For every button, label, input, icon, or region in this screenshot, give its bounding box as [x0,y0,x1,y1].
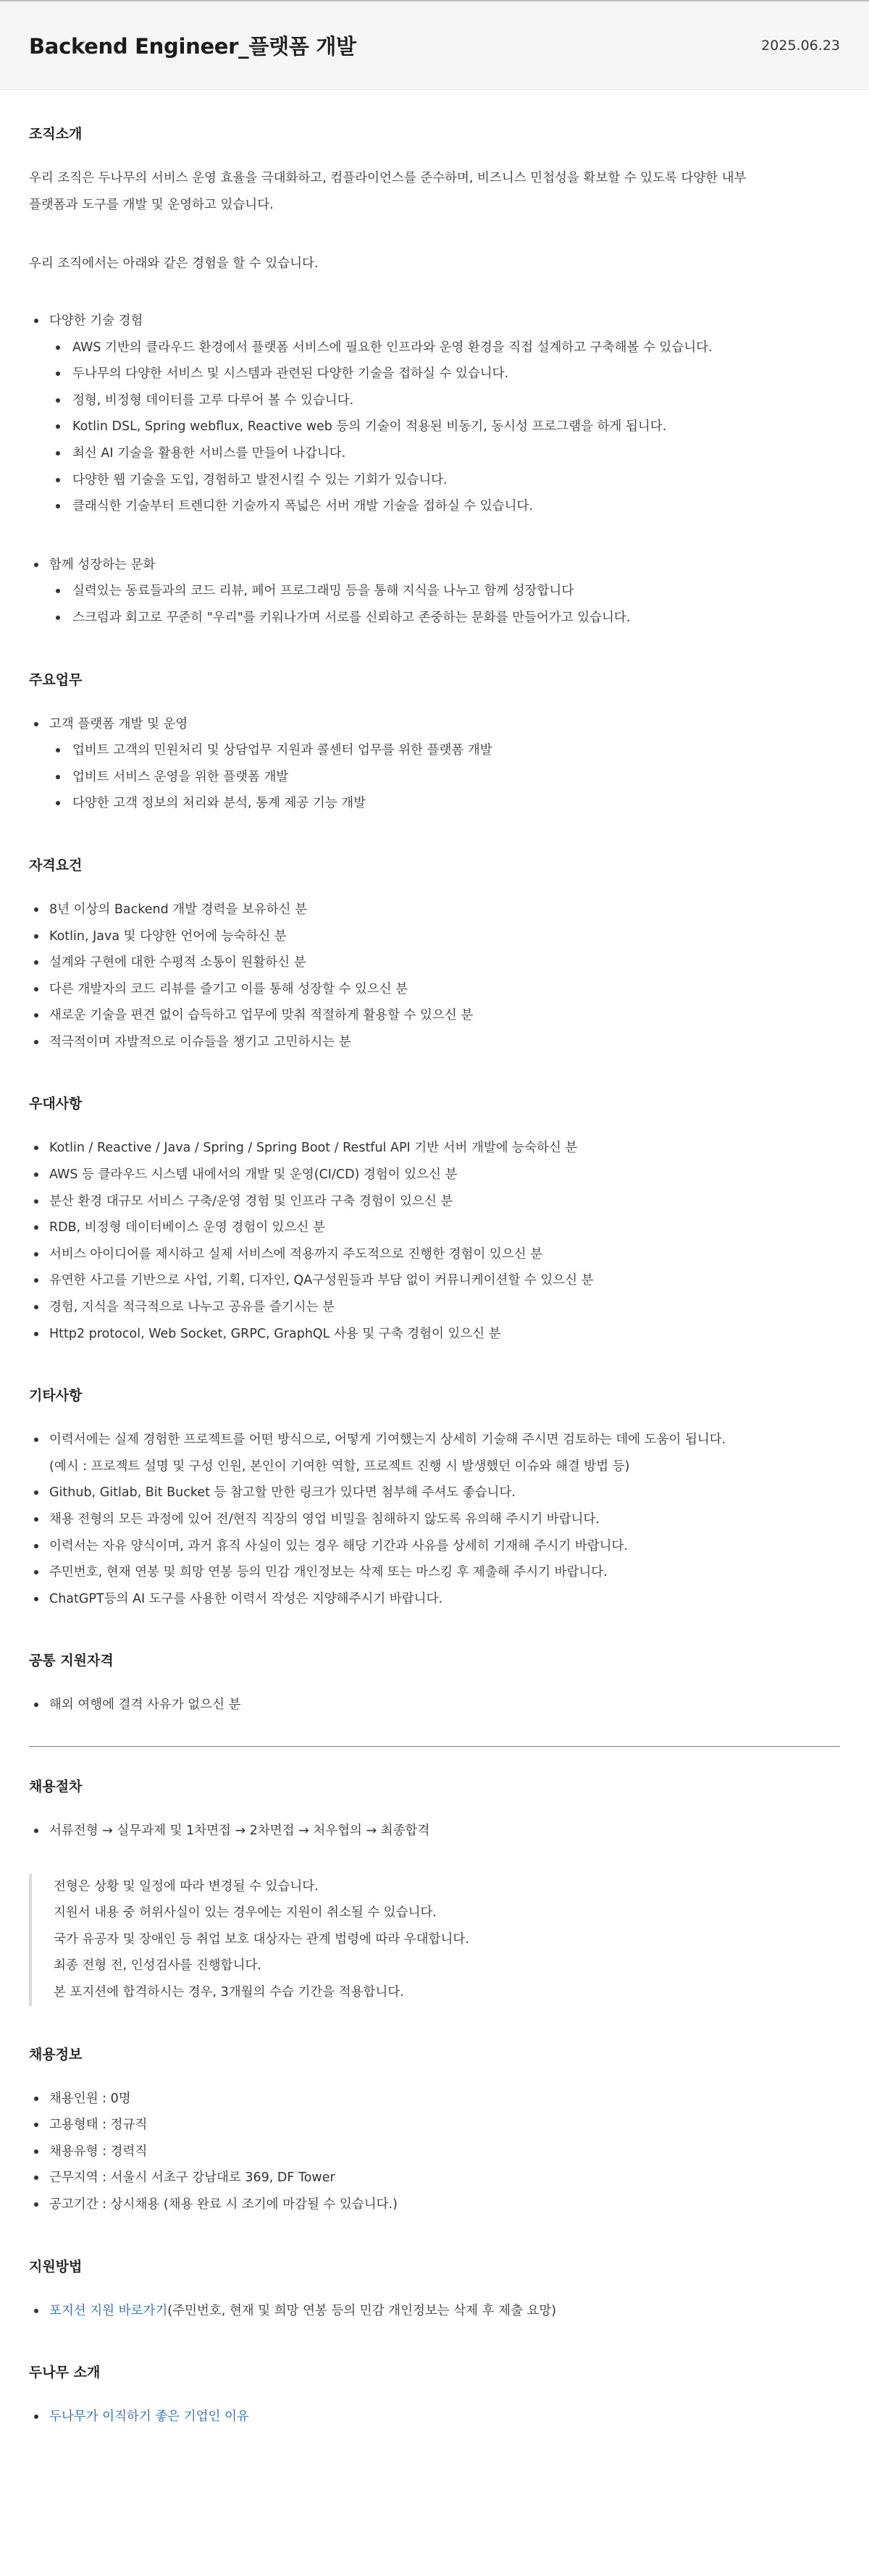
section-common [29,1650,840,1719]
posting-date: 2025.06.23 [761,37,840,54]
list-item: 8년 이상의 Backend 개발 경력을 보유하신 분 [29,897,840,923]
list-item [29,711,840,817]
etc-item-resume-example: (예시 : 프로젝트 설명 및 구성 인원, 본인이 기여한 역할, 프로젝트 진행 시 발생했던 이슈와 해결 방법 등) [49,1459,630,1474]
list-item: 스크럼과 회고로 꾸준히 "우리"를 키워나가며 서로를 신뢰하고 존중하는 문화를 만들어가고 있습니다. [49,605,840,632]
list-item: 다른 개발자의 코드 리뷰를 즐기고 이를 통해 성장할 수 있으신 분 [29,976,840,1003]
group-title-platform: 고객 플랫폼 개발 및 운영 [49,716,188,731]
group-title-culture: 함께 성장하는 문화 [49,557,156,572]
tech-sublist [49,335,840,520]
list-item [29,552,840,632]
list-item: RDB, 비정형 데이터베이스 운영 경험이 있으신 분 [29,1214,840,1241]
section-title-about: 두나무 소개 [29,2365,101,2381]
list-item: Kotlin / Reactive / Java / Spring / Spring Boot / Restful API 기반 서버 개발에 능숙하신 분 [29,1135,840,1162]
notice-line: 국가 유공자 및 장애인 등 취업 보호 대상자는 관계 법령에 따라 우대합니다. [54,1931,469,1947]
culture-sublist [49,578,840,631]
list-item: 클래식한 기술부터 트렌디한 기술까지 폭넓은 서버 개발 기술을 접하실 수 있습니다. [49,493,840,520]
section-preferred [29,1093,840,1347]
section-duties [29,669,840,817]
list-item: 유연한 사고를 기반으로 사업, 기획, 디자인, QA구성원들과 부담 없이 커뮤니케이션할 수 있으신 분 [29,1267,840,1294]
list-item: 해외 여행에 결격 사유가 없으신 분 [29,1692,840,1719]
apply-list [29,2298,840,2325]
list-item: 적극적이며 자발적으로 이슈들을 챙기고 고민하시는 분 [29,1029,840,1056]
section-title-common: 공통 지원자격 [29,1653,114,1669]
section-info [29,2044,840,2218]
section-title-info: 채용정보 [29,2046,83,2063]
list-item [29,1427,840,1480]
list-item: 근무지역 : 서울시 서초구 강남대로 369, DF Tower [29,2165,840,2191]
list-item: AWS 기반의 클라우드 환경에서 플랫폼 서비스에 필요한 인프라와 운영 환경을 직접 설계하고 구축해볼 수 있습니다. [49,335,840,361]
list-item: 새로운 기술을 편견 없이 습득하고 업무에 맞춰 적절하게 활용할 수 있으신 분 [29,1002,840,1029]
common-list [29,1692,840,1719]
section-title-etc: 기타사항 [29,1388,83,1404]
list-item: Http2 protocol, Web Socket, GRPC, GraphQL 사용 및 구축 경험이 있으신 분 [29,1321,840,1348]
section-apply [29,2256,840,2325]
org-intro-line1: 우리 조직은 두나무의 서비스 운영 효율을 극대화하고, 컴플라이언스를 준수하며, 비즈니스 민첩성을 확보할 수 있도록 다양한 내부 [29,171,747,185]
list-item: Github, Gitlab, Bit Bucket 등 참고할 만한 링크가 있다면 첨부해 주셔도 좋습니다. [29,1480,840,1506]
section-about [29,2362,840,2430]
list-item: 경험, 지식을 적극적으로 나누고 공유를 즐기시는 분 [29,1294,840,1321]
apply-position-link[interactable]: 포지션 지원 바로가기 [49,2303,168,2318]
list-item: 업비트 서비스 운영을 위한 플랫폼 개발 [49,764,840,791]
notice-line: 본 포지션에 합격하시는 경우, 3개월의 수습 기간을 적용합니다. [54,1984,404,2000]
list-item: 서비스 아이디어를 제시하고 실제 서비스에 적용까지 주도적으로 진행한 경험이 있으신 분 [29,1241,840,1268]
list-item: 채용인원 : 0명 [29,2086,840,2113]
info-list [29,2086,840,2218]
section-etc [29,1385,840,1612]
list-item: 이력서는 자유 양식이며, 과거 휴직 사실이 있는 경우 해당 기간과 사유를 상세히 기재해 주시기 바랍니다. [29,1533,840,1560]
list-item: Kotlin DSL, Spring webflux, Reactive web 등의 기술이 적용된 비동기, 동시성 프로그램을 하게 됩니다. [49,414,840,440]
list-item: 채용 전형의 모든 과정에 있어 전/현직 직장의 영업 비밀을 침해하지 않도록 유의해 주시기 바랍니다. [29,1506,840,1533]
list-item: 다양한 고객 정보의 처리와 분석, 통계 제공 기능 개발 [49,790,840,817]
list-item: ChatGPT등의 AI 도구를 사용한 이력서 작성은 지양해주시기 바랍니다. [29,1586,840,1613]
process-list [29,1818,840,1845]
section-org [29,123,840,632]
list-item [29,2404,840,2430]
list-item: 업비트 고객의 민원처리 및 상담업무 지원과 콜센터 업무를 위한 플랫폼 개발 [49,737,840,764]
group-title-tech: 다양한 기술 경험 [49,314,143,328]
list-item [29,308,840,520]
list-item: 분산 환경 대규모 서비스 구축/운영 경험 및 인프라 구축 경험이 있으신 분 [29,1188,840,1215]
list-item: Kotlin, Java 및 다양한 언어에 능숙하신 분 [29,923,840,950]
list-item: 고용형태 : 정규직 [29,2112,840,2139]
list-item [29,2298,840,2325]
qualifications-list [29,897,840,1056]
section-title-org: 조직소개 [29,126,83,142]
list-item: 실력있는 동료들과의 코드 리뷰, 페어 프로그래밍 등을 통해 지식을 나누고 함께 성장합니다 [49,578,840,605]
section-process [29,1776,840,2006]
list-item: AWS 등 클라우드 시스템 내에서의 개발 및 운영(CI/CD) 경험이 있으신 분 [29,1162,840,1188]
about-list [29,2404,840,2430]
process-notice [29,1874,840,2006]
job-description [0,90,869,2430]
preferred-list [29,1135,840,1347]
section-title-process: 채용절차 [29,1778,83,1795]
list-item: 서류전형 → 실무과제 및 1차면접 → 2차면접 → 처우협의 → 최종합격 [29,1818,840,1845]
list-item: 최신 AI 기술을 활용한 서비스를 만들어 나갑니다. [49,440,840,467]
list-item: 정형, 비정형 데이터를 고루 다루어 볼 수 있습니다. [49,387,840,414]
page-header [0,1,869,90]
list-item: 설계와 구현에 대한 수평적 소통이 원활하신 분 [29,949,840,976]
list-item: 채용유형 : 경력직 [29,2139,840,2165]
org-intro-line2: 플랫폼과 도구를 개발 및 운영하고 있습니다. [29,198,274,212]
section-title-duties: 주요업무 [29,671,83,688]
list-item: 주민번호, 현재 연봉 및 희망 연봉 등의 민감 개인정보는 삭제 또는 마스킹 후 제출해 주시기 바랍니다. [29,1559,840,1586]
list-item: 다양한 웹 기술을 도입, 경험하고 발전시킬 수 있는 기회가 있습니다. [49,467,840,494]
section-qualifications [29,855,840,1056]
page-title: Backend Engineer_플랫폼 개발 [29,34,356,59]
org-experience-intro: 우리 조직에서는 아래와 같은 경험을 할 수 있습니다. [29,256,319,271]
notice-line: 최종 전형 전, 인성검사를 진행합니다. [54,1958,261,1973]
section-title-preferred: 우대사항 [29,1096,83,1112]
notice-line: 전형은 상황 및 일정에 따라 변경될 수 있습니다. [54,1879,319,1894]
section-title-apply: 지원방법 [29,2258,83,2275]
org-experience-list [29,308,840,632]
list-item: 공고기간 : 상시채용 (채용 완료 시 조기에 마감될 수 있습니다.) [29,2191,840,2218]
etc-item-resume: 이력서에는 실제 경험한 프로젝트를 어떤 방식으로, 어떻게 기여했는지 상세히 기술해 주시면 검토하는 데에 도움이 됩니다. [49,1432,726,1448]
duties-sublist [49,737,840,817]
org-intro [29,165,840,219]
section-title-qualifications: 자격요건 [29,857,83,873]
duties-list [29,711,840,817]
section-divider [29,1746,840,1747]
list-item: 두나무의 다양한 서비스 및 시스템과 관련된 다양한 기술을 접하실 수 있습니다. [49,361,840,387]
apply-note: (주민번호, 현재 및 희망 연봉 등의 민감 개인정보는 삭제 후 제출 요망) [167,2303,557,2318]
etc-list [29,1427,840,1612]
notice-line: 지원서 내용 중 허위사실이 있는 경우에는 지원이 취소될 수 있습니다. [54,1905,437,1921]
about-dunamu-link[interactable]: 두나무가 이직하기 좋은 기업인 이유 [49,2409,249,2425]
